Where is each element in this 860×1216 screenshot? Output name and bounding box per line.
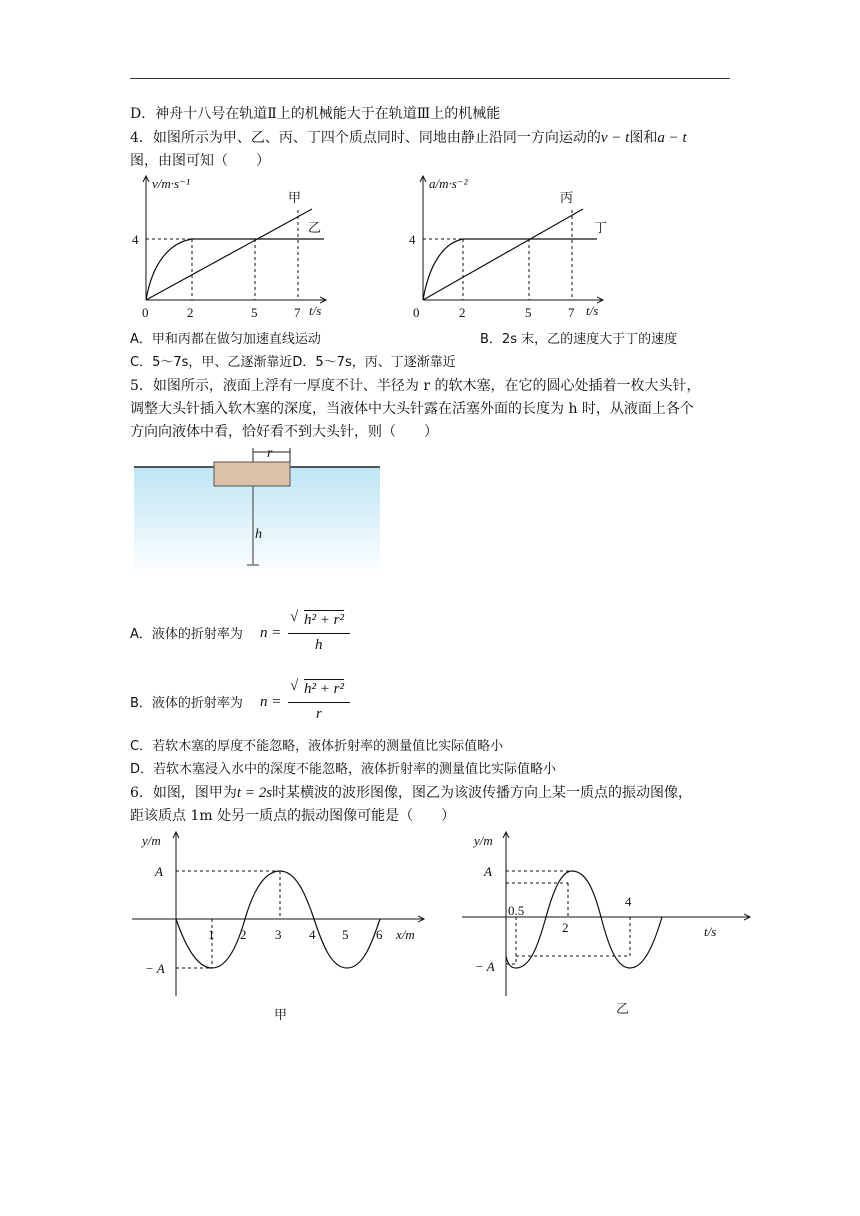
formula-b — [260, 678, 370, 730]
at-label-bing: 丙 — [560, 190, 574, 205]
q4-vt-math: v − t — [600, 130, 630, 146]
formula-a-num: h² + r² — [304, 612, 344, 628]
at-x2: 2 — [459, 305, 466, 320]
q4-stem-line1 — [130, 128, 687, 148]
q6-text-a: 6．如图，图甲为 — [130, 785, 237, 801]
yi-t4: 4 — [625, 894, 632, 909]
q4-stem-line2: 图，由图可知（ ） — [130, 153, 270, 169]
q6-text-b: 时某横波的波形图像，图乙为该波传播方向上某一质点的振动图像， — [272, 785, 693, 801]
at-origin: 0 — [413, 305, 420, 320]
fraction-bar-a — [288, 633, 350, 634]
yi-ylabel: y/m — [474, 833, 493, 848]
series-bing-line — [423, 209, 583, 300]
at-y4: 4 — [409, 232, 416, 247]
vt-xlabel: t/s — [309, 303, 322, 318]
q5-option-a: A．液体的折射率为 — [130, 627, 243, 642]
q6-stem-line2: 距该质点 1m 处另一质点的振动图像可能是（ ） — [130, 808, 456, 824]
jia-A: A — [155, 864, 163, 879]
jia-xlabel: x/m — [396, 927, 415, 942]
vt-label-yi: 乙 — [308, 220, 322, 235]
formula-b-num: h² + r² — [304, 681, 344, 697]
q3-option-d: D．神舟十八号在轨道Ⅱ上的机械能大于在轨道Ⅲ上的机械能 — [130, 106, 501, 122]
series-jia-line — [146, 209, 312, 300]
jia-tick-2: 2 — [240, 927, 247, 942]
jia-tick-3: 3 — [275, 927, 282, 942]
q5-stem-line2: 调整大头针插入软木塞的深度，当液体中大头针露在活塞外面的长度为 h 时，从液面上各个 — [130, 401, 694, 417]
q5-option-d: D．若软木塞浸入水中的深度不能忽略，液体折射率的测量值比实际值略小 — [130, 762, 557, 777]
jia-tick-6: 6 — [376, 927, 383, 942]
yi-xlabel: t/s — [704, 924, 717, 939]
wave-graph-yi — [458, 828, 758, 1003]
q5-option-b: B．液体的折射率为 — [130, 696, 243, 711]
r-label: r — [267, 446, 273, 461]
sqrt-b-icon: √ — [290, 678, 299, 694]
jia-negA: − A — [145, 961, 165, 976]
series-yi-curve — [146, 239, 324, 300]
header-rule — [130, 78, 730, 79]
q4-option-cd: C．5～7s，甲、乙逐渐靠近D．5～7s，丙、丁逐渐靠近 — [130, 355, 456, 370]
q4-text: 4．如图所示为甲、乙、丙、丁四个质点同时、同地由静止沿同一方向运动的 — [130, 130, 601, 146]
q4-text-mid: 图和 — [629, 130, 658, 146]
yi-negA: − A — [475, 959, 495, 974]
q4-option-b: B．2s 末，乙的速度大于丁的速度 — [480, 332, 678, 347]
q4-at-math: a − t — [657, 130, 687, 146]
series-ding-curve — [423, 239, 597, 300]
vt-x5: 5 — [251, 305, 258, 320]
cork-diagram — [134, 440, 384, 580]
fraction-bar-b — [288, 702, 350, 703]
h-label: h — [255, 527, 262, 542]
vt-ylabel: v/m·s⁻¹ — [152, 176, 190, 191]
vt-x2: 2 — [187, 305, 194, 320]
formula-b-n: n = — [260, 694, 282, 710]
jia-ylabel: y/m — [142, 833, 161, 848]
yi-t2: 2 — [562, 920, 569, 935]
jia-tick-5: 5 — [342, 927, 349, 942]
vt-x7: 7 — [294, 305, 301, 320]
q6-stem-line1 — [130, 783, 692, 803]
vt-y4: 4 — [132, 232, 139, 247]
at-x5: 5 — [525, 305, 532, 320]
q6-t-math: t = 2s — [236, 785, 273, 801]
q5-stem-line1: 5．如图所示，液面上浮有一厚度不计、半径为 r 的软木塞，在它的圆心处插着一枚大头针， — [130, 378, 701, 394]
formula-b-den: r — [316, 706, 322, 722]
cork — [214, 462, 290, 486]
caption-yi: 乙 — [616, 1002, 630, 1017]
at-label-ding: 丁 — [594, 220, 608, 235]
at-x7: 7 — [568, 305, 575, 320]
formula-a-n: n = — [260, 625, 282, 641]
vibration-curve — [506, 871, 662, 968]
q5-stem-line3: 方向向液体中看，恰好看不到大头针，则（ ） — [130, 424, 438, 440]
wave-graph-jia — [128, 828, 428, 1003]
vt-label-jia: 甲 — [288, 190, 302, 205]
at-xlabel: t/s — [586, 303, 599, 318]
at-ylabel: a/m·s⁻² — [429, 176, 468, 191]
yi-t05: 0.5 — [508, 903, 525, 918]
jia-tick-1: 1 — [208, 927, 215, 942]
formula-a — [260, 609, 370, 661]
vt-graph — [128, 170, 328, 330]
vt-origin: 0 — [142, 305, 149, 320]
q5-option-c: C．若软木塞的厚度不能忽略，液体折射率的测量值比实际值略小 — [130, 739, 504, 754]
yi-A: A — [484, 864, 492, 879]
at-graph — [405, 170, 608, 330]
q4-option-a: A．甲和丙都在做匀加速直线运动 — [130, 332, 321, 347]
sqrt-a-icon: √ — [290, 609, 299, 625]
jia-tick-4: 4 — [309, 927, 316, 942]
formula-a-den: h — [315, 637, 323, 653]
caption-jia: 甲 — [274, 1008, 288, 1023]
